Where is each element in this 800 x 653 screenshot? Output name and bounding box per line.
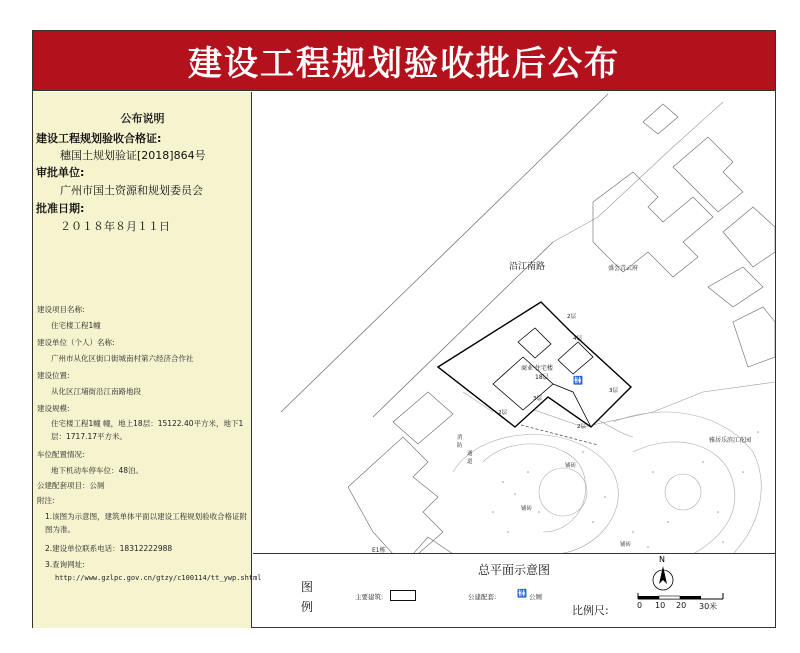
floor-2a-label: 2层 <box>567 314 576 320</box>
toilet-map-icon: 🚻 <box>573 376 583 385</box>
garden-landscape <box>453 392 761 554</box>
building-label: 商业·住宅楼 <box>521 365 553 372</box>
parking-label: 车位配置情况: <box>37 450 85 459</box>
fire-lane-char-b: 防 <box>457 443 463 449</box>
north-arrow-icon <box>651 560 675 594</box>
scale-value: 住宅楼工程1幢 幢，地上18层：15122.40平方米，地下1层：1717.17平方米。 <box>51 419 244 441</box>
approver-value: 广州市国土资源和规划委员会 <box>60 184 203 197</box>
site-plan-map <box>253 92 775 554</box>
road-label: 沿江南路 <box>509 262 546 272</box>
neighbor-buildings <box>593 104 775 367</box>
cert-label: 建设工程规划验收合格证: <box>36 132 162 145</box>
e1-buildings <box>348 392 453 554</box>
scale-tick-20: 20 <box>676 601 687 610</box>
location-label: 建设位置: <box>37 371 70 380</box>
parking-value: 地下机动车停车位：48泊。 <box>51 466 144 475</box>
legend-area <box>253 555 775 628</box>
fire-lane-char-a: 消 <box>457 435 463 441</box>
cert-value: 穗国土规划验证[2018]864号 <box>60 149 206 162</box>
toilet-icon: 🚻 <box>517 589 527 598</box>
info-panel <box>33 92 262 628</box>
location-value: 从化区江埔街沿江南路地段 <box>51 387 141 396</box>
site-plan-drawing <box>253 92 775 554</box>
note-3: 3.查询网址: <box>45 560 85 569</box>
paving-label-3: 铺砖 <box>620 542 632 548</box>
legend-public-facility-label: 公建配套: <box>468 593 497 601</box>
note-1: 1.该图为示意图，建筑单体平面以建设工程规划验收合格证附图为准。 <box>45 512 248 534</box>
project-label: 建设项目名称: <box>37 305 85 314</box>
legend-main-building-symbol <box>390 590 416 601</box>
plan-title: 总平面示意图 <box>477 563 550 577</box>
fire-lane-char-c: 通 <box>467 451 473 457</box>
banner-title: 建设工程规划验收批后公布 <box>188 44 620 84</box>
fire-lane-char-d: 道 <box>467 459 473 465</box>
legend-main-building-label: 主要建筑: <box>355 593 384 601</box>
date-value: ２０１８年８月１１日 <box>60 220 170 233</box>
note-2: 2.建设单位联系电话：18312222988 <box>45 544 173 553</box>
garden-label: 雅居乐滨江花园 <box>709 437 752 444</box>
unit-label: 建设单位（个人）名称: <box>37 338 115 347</box>
legend-heading <box>301 577 315 617</box>
floors-main-label: 18层 <box>535 374 549 381</box>
project-value: 住宅楼工程1幢 <box>51 321 101 330</box>
date-label: 批准日期: <box>36 202 85 215</box>
legend-toilet-label: 公厕 <box>529 593 542 601</box>
fire-lane-line <box>521 425 598 445</box>
garden-dots <box>492 431 759 548</box>
floor-4-label: 4层 <box>573 336 582 342</box>
floor-3a-label: 3层 <box>533 396 542 402</box>
scale-bar <box>623 585 733 601</box>
neighbor-label: 盛会青云府 <box>608 265 639 272</box>
floor-2b-label: 2层 <box>498 410 507 416</box>
legend-heading-b: 例 <box>301 600 314 614</box>
query-url[interactable]: http://www.gzlpc.gov.cn/gtzy/c100114/tt_ywp.shtml <box>55 574 262 582</box>
section-title: 公布说明 <box>120 112 165 125</box>
legend-heading-a: 图 <box>301 580 314 594</box>
scale-tick-0: 0 <box>637 601 643 610</box>
e1-label: E1栋 <box>372 547 386 554</box>
paving-label-2: 铺砖 <box>521 506 533 512</box>
scale-tick-10: 10 <box>655 601 666 610</box>
facility-label: 公建配套项目：公厕 <box>37 481 105 490</box>
scale-bar-label: 比例尺: <box>572 604 609 617</box>
approver-label: 审批单位: <box>36 166 85 179</box>
paving-label-1: 铺砖 <box>565 463 577 469</box>
unit-value: 广州市从化区街口街城南村第六经济合作社 <box>51 354 194 363</box>
scale-tick-30: 30米 <box>699 602 718 611</box>
north-label: N <box>659 555 665 564</box>
notes-label: 附注: <box>37 496 55 505</box>
floor-3b-label: 3层 <box>609 388 618 394</box>
floor-2c-label: 2层 <box>577 424 586 430</box>
title-banner <box>33 31 775 91</box>
fire-lane-label <box>457 434 473 466</box>
scale-label: 建设规模: <box>37 404 70 413</box>
notice-board <box>32 30 776 628</box>
